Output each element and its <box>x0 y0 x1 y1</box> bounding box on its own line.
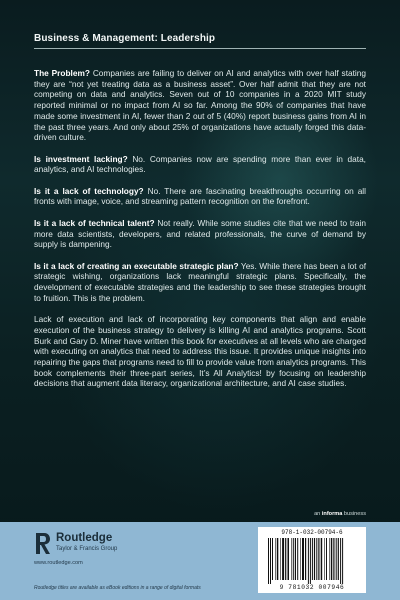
barcode-bar <box>280 538 281 580</box>
publisher-footer <box>0 522 400 600</box>
barcode-bar <box>282 538 284 580</box>
barcode-bar <box>342 538 343 584</box>
barcode-bars <box>266 538 358 584</box>
barcode-bar <box>275 538 276 580</box>
text-investment: No. Companies now are spending more than ever in data, analytics, and AI technologies. <box>34 153 366 175</box>
lead-technology: Is it a lack of technology? <box>34 185 144 196</box>
publisher-name: Routledge <box>56 532 113 544</box>
barcode-bar <box>291 538 292 580</box>
publisher-block <box>34 529 244 579</box>
text-strategy: Yes. While there has been a lot of strategic wishing, organizations lack meaningful strategic plans. Specifically, the development of executable strategies and the leadership to see these strategies brought to fruition. This is the problem. <box>34 260 366 303</box>
lead-investment: Is investment lacking? <box>34 153 128 164</box>
barcode-bar <box>302 538 304 580</box>
category-label: Business & Management: Leadership <box>34 33 216 44</box>
text-summary: Lack of execution and lack of incorporating key components that align and enable execution of the business strategy to delivery is killing AI and analytics programs. Scott Burk and Gary D. Miner have written this book for executives at all levels who are charged with executing on analytics that need to address this issue. It provides unique insights into repairing the gaps that programs need to fill to provide value from analytics programs. This book complements their three-part series, It’s All Analytics! by focusing on leadership decisions that augment data literacy, organizational architecture, and AI case studies. <box>34 314 366 389</box>
category-divider <box>34 48 366 49</box>
paragraph-strategy <box>34 261 366 304</box>
paragraph-technology <box>34 186 366 207</box>
lead-talent: Is it a lack of technical talent? <box>34 217 155 228</box>
barcode-bar <box>331 538 333 580</box>
paragraph-summary <box>34 314 366 389</box>
barcode-bar <box>288 538 290 580</box>
barcode-bar <box>285 538 286 580</box>
isbn-digits: 9 781032 007946 <box>279 584 345 591</box>
routledge-logo-icon <box>34 531 52 556</box>
barcode-bar <box>321 538 323 580</box>
informa-tag <box>314 511 366 517</box>
barcode-bar <box>338 538 339 580</box>
lead-strategy: Is it a lack of creating an executable strategic plan? <box>34 260 239 271</box>
ebook-footnote: Routledge titles are available as eBook editions in a range of digital formats <box>34 585 201 591</box>
barcode-bar <box>329 538 330 580</box>
barcode-bar <box>336 538 337 580</box>
lead-problem: The Problem? <box>34 68 90 78</box>
publisher-group: Taylor & Francis Group <box>56 546 118 552</box>
informa-prefix: an <box>314 511 322 517</box>
text-problem: Companies are failing to deliver on AI and analytics with over half stating they are “not yet treating data as a business asset”. Over half admit that they are not competing on data and analytics. Seven out of 10 companies in a 2020 MIT study reported minimal or no impact from AI so far. Among the 90% of companies that have made some investment in AI, fewer than 2 out of 5 (40%) report business gains from AI in the past three years. And only about 25% of organizations have actually forged this data-driven culture. <box>34 68 366 143</box>
paragraph-talent <box>34 218 366 250</box>
barcode-bar <box>293 538 294 580</box>
barcode-bar <box>297 538 298 580</box>
text-technology: No. There are fascinating breakthroughs occurring on all fronts with image, voice, and streaming pattern recognition on the forefront. <box>34 185 366 207</box>
text-talent: Not really. While some studies cite that we need to train more data scientists, developers, and related professionals, the curve of demand by supply is dampening. <box>34 217 367 250</box>
barcode-bar <box>270 538 271 584</box>
barcode-bar <box>312 538 313 580</box>
isbn-number: 978-1-032-00794-6 <box>281 529 343 536</box>
barcode-bar <box>308 538 309 584</box>
paragraph-problem <box>34 68 366 143</box>
barcode-bar <box>310 538 311 584</box>
barcode-bar <box>295 538 296 580</box>
publisher-website: www.routledge.com <box>34 560 83 566</box>
paragraph-investment <box>34 154 366 175</box>
barcode-bar <box>324 538 325 580</box>
isbn-barcode <box>258 527 366 593</box>
barcode-bar <box>318 538 319 580</box>
barcode-bar <box>316 538 317 580</box>
barcode-bar <box>314 538 315 580</box>
barcode-bar <box>326 538 327 580</box>
barcode-bar <box>277 538 279 580</box>
barcode-bar <box>272 538 273 580</box>
informa-brand: informa <box>321 511 343 517</box>
blurb <box>34 68 366 400</box>
barcode-bar <box>340 538 341 584</box>
barcode-bar <box>305 538 306 580</box>
barcode-bar <box>268 538 269 584</box>
barcode-bar <box>300 538 301 580</box>
barcode-bar <box>333 538 334 580</box>
informa-suffix: business <box>342 511 366 517</box>
